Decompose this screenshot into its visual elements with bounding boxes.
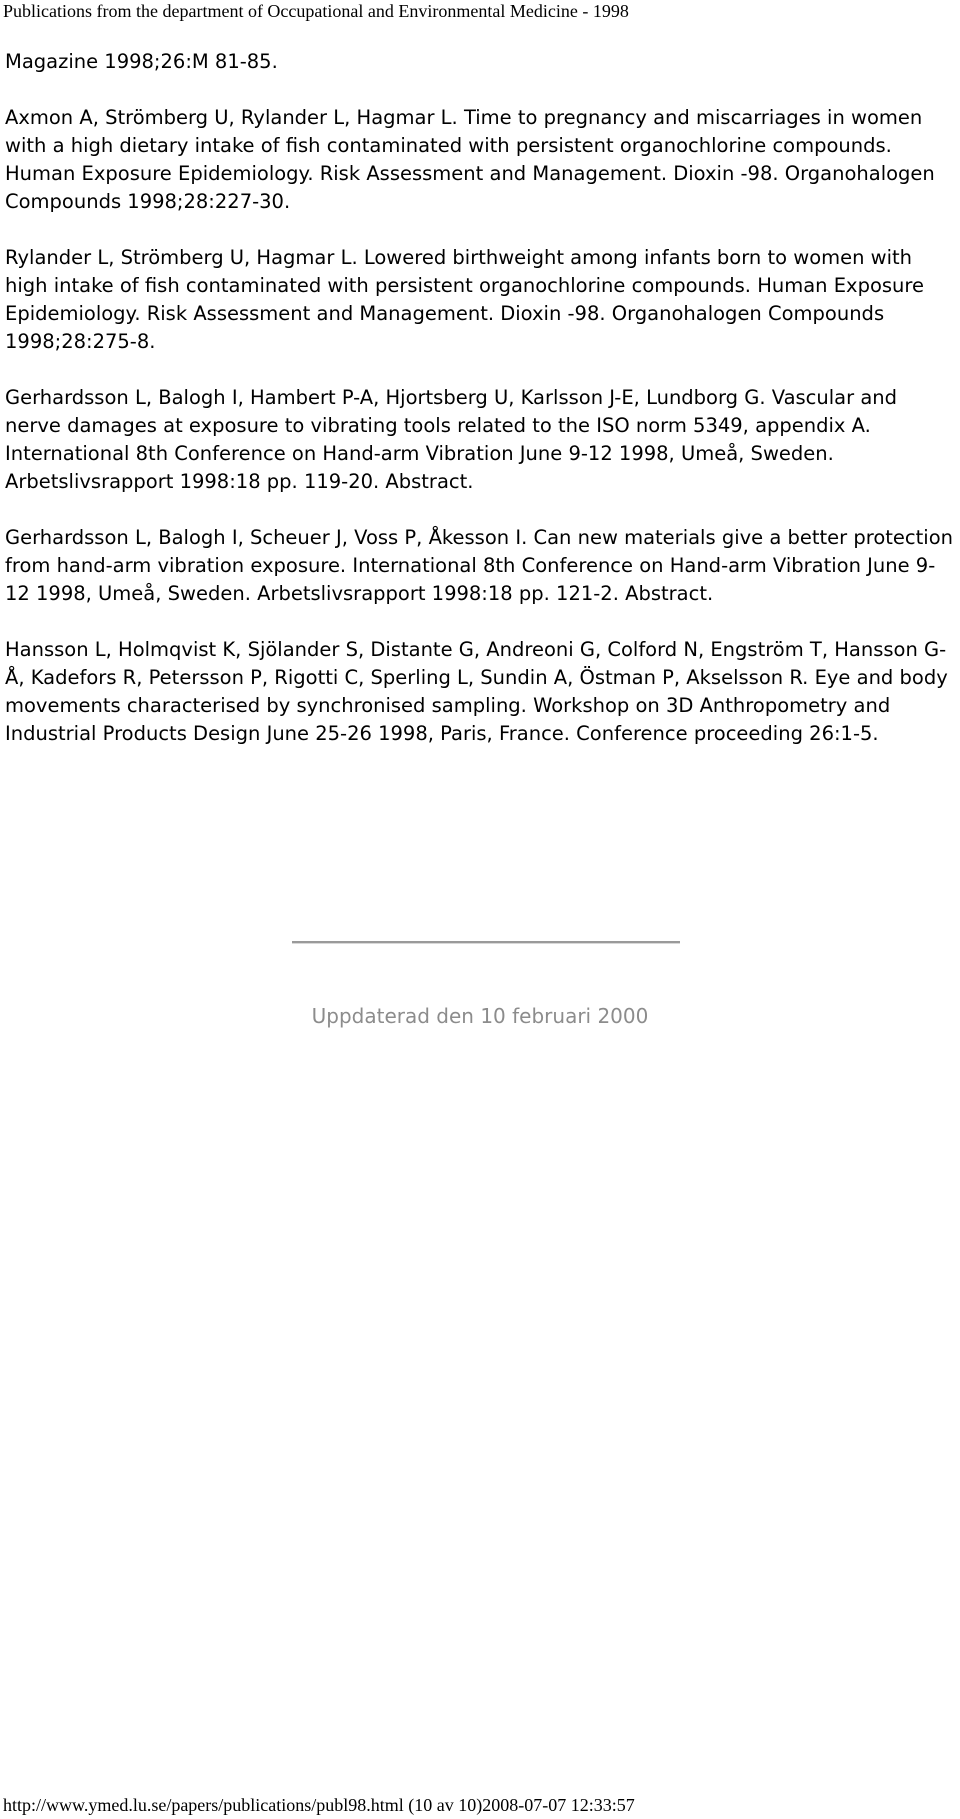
reference-entry: Gerhardsson L, Balogh I, Scheuer J, Voss P, Åkesson I. Can new materials give a better protection from hand-arm vibration exposure. International 8th Conference on Hand-arm Vibration June 9-12 1998, Umeå, Sweden. Arbetslivsrapport 1998:18 pp. 121-2. Abstract. bbox=[5, 526, 954, 605]
reference-entry: Rylander L, Strömberg U, Hagmar L. Lowered birthweight among infants born to women with high intake of fish contaminated with persistent organochlorine compounds. Human Exposure Epidemiology. Risk Assessment and Management. Dioxin -98. Organohalogen Compounds 1998;28:275-8. bbox=[5, 246, 925, 353]
horizontal-rule bbox=[292, 941, 680, 944]
spacer bbox=[5, 356, 953, 384]
spacer bbox=[5, 608, 953, 636]
publication-list bbox=[5, 48, 953, 748]
reference-entry: Axmon A, Strömberg U, Rylander L, Hagmar L. Time to pregnancy and miscarriages in women with a high dietary intake of fish contaminated with persistent organochlorine compounds. Human Exposure Epidemiology. Risk Assessment and Management. Dioxin -98. Organohalogen Compounds 1998;28:227-30. bbox=[5, 106, 935, 213]
print-header-title: Publications from the department of Occupational and Environmental Medicine - 1998 bbox=[3, 1, 629, 21]
spacer bbox=[5, 216, 953, 244]
reference-entry: Gerhardsson L, Balogh I, Hambert P-A, Hjortsberg U, Karlsson J-E, Lundborg G. Vascular and nerve damages at exposure to vibrating tools related to the ISO norm 5349, appendix A. International 8th Conference on Hand-arm Vibration June 9-12 1998, Umeå, Sweden. Arbetslivsrapport 1998:18 pp. 119-20. Abstract. bbox=[5, 386, 898, 493]
reference-entry: Magazine 1998;26:M 81-85. bbox=[5, 50, 278, 73]
reference-entry: Hansson L, Holmqvist K, Sjölander S, Distante G, Andreoni G, Colford N, Engström T, Hansson G-Å, Kadefors R, Petersson P, Rigotti C, Sperling L, Sundin A, Östman P, Akselsson R. Eye and body movements characterised by synchronised sampling. Workshop on 3D Anthropometry and Industrial Products Design June 25-26 1998, Paris, France. Conference proceeding 26:1-5. bbox=[5, 638, 948, 745]
spacer bbox=[5, 76, 953, 104]
last-updated-text: Uppdaterad den 10 februari 2000 bbox=[311, 1004, 649, 1028]
print-footer-url: http://www.ymed.lu.se/papers/publications/publ98.html (10 av 10)2008-07-07 12:33:57 bbox=[3, 1795, 635, 1815]
spacer bbox=[5, 496, 953, 524]
